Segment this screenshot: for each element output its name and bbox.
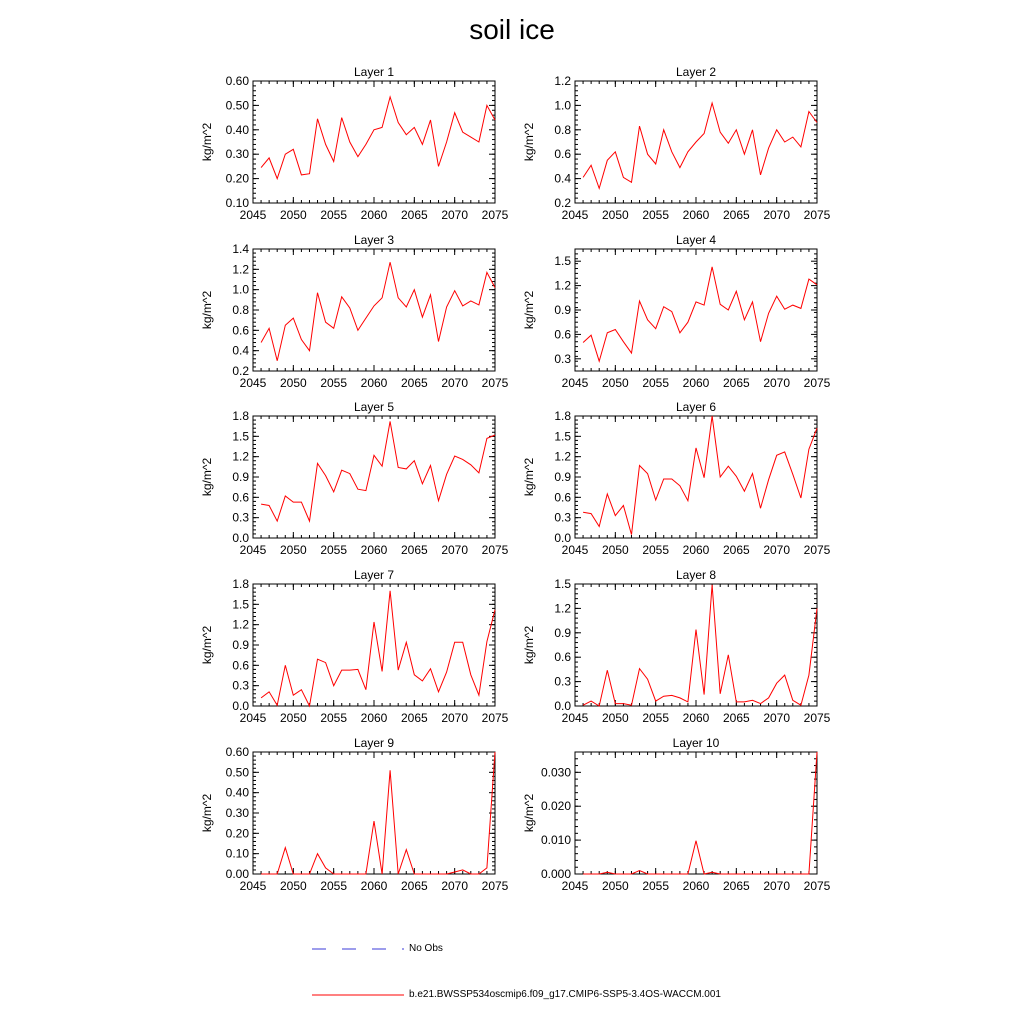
y-tick-label: 1.8	[232, 409, 249, 423]
panel-title: Layer 1	[353, 65, 395, 79]
x-tick-label: 2060	[682, 711, 710, 725]
y-tick-label: 0.9	[232, 638, 249, 652]
y-tick-label: 1.4	[232, 242, 249, 256]
series-line	[261, 591, 495, 706]
y-tick-label: 0.60	[225, 74, 249, 88]
panel-layer-1	[200, 65, 509, 222]
plot-frame	[575, 752, 817, 874]
series-line	[583, 752, 817, 874]
y-axis-label: kg/m^2	[522, 122, 536, 162]
y-tick-label: 0.4	[232, 343, 249, 358]
y-tick-label: 0.00	[225, 867, 249, 881]
y-tick-label: 0.3	[232, 510, 249, 525]
panel-layer-7	[200, 568, 509, 725]
plot-frame	[253, 752, 495, 874]
panel-title: Layer 7	[353, 568, 395, 582]
y-tick-label: 0.6	[554, 490, 571, 505]
x-tick-label: 2060	[360, 711, 388, 725]
y-tick-label: 1.2	[554, 74, 571, 88]
y-tick-label: 1.8	[554, 409, 571, 423]
y-tick-label: 0.2	[232, 364, 249, 378]
panel-layer-2	[522, 65, 831, 222]
y-axis-label: kg/m^2	[200, 793, 214, 833]
y-axis-label: kg/m^2	[200, 625, 214, 665]
y-tick-label: 1.5	[554, 429, 571, 444]
plot-frame	[253, 249, 495, 371]
y-tick-label: 0.10	[225, 846, 249, 861]
x-tick-label: 2050	[279, 879, 307, 893]
plot-frame	[575, 249, 817, 371]
x-tick-label: 2070	[763, 208, 791, 222]
y-axis-label: kg/m^2	[522, 793, 536, 833]
y-tick-label: 0.8	[232, 303, 249, 317]
x-tick-label: 2070	[763, 879, 791, 893]
x-tick-label: 2050	[601, 208, 629, 222]
x-tick-label: 2060	[682, 879, 710, 893]
x-tick-label: 2055	[320, 711, 348, 725]
y-tick-label: 0.6	[554, 327, 571, 342]
x-tick-label: 2065	[400, 543, 428, 557]
panel-title: Layer 5	[353, 400, 395, 414]
plot-frame	[253, 81, 495, 203]
y-tick-label: 1.2	[554, 449, 571, 464]
x-tick-label: 2065	[400, 208, 428, 222]
x-tick-label: 2045	[561, 711, 589, 725]
x-tick-label: 2045	[239, 879, 267, 893]
x-tick-label: 2045	[239, 711, 267, 725]
x-tick-label: 2075	[803, 543, 831, 557]
x-tick-label: 2045	[561, 208, 589, 222]
panel-title: Layer 3	[353, 233, 395, 247]
y-tick-label: 1.2	[232, 449, 249, 464]
legend-model-label: b.e21.BWSSP534oscmip6.f09_g17.CMIP6-SSP5-3.4OS-WACCM.001	[409, 989, 721, 1000]
y-tick-label: 0.010	[540, 833, 571, 848]
x-tick-label: 2055	[320, 376, 348, 390]
x-tick-label: 2055	[642, 711, 670, 725]
x-tick-label: 2060	[360, 879, 388, 893]
x-tick-label: 2060	[360, 543, 388, 557]
x-tick-label: 2045	[239, 543, 267, 557]
legend-no-obs-label: No Obs	[409, 943, 443, 954]
x-tick-label: 2075	[481, 208, 509, 222]
panel-title: Layer 6	[675, 400, 717, 414]
y-tick-label: 0.40	[225, 122, 249, 137]
x-tick-label: 2065	[722, 879, 750, 893]
x-tick-label: 2075	[481, 376, 509, 390]
x-tick-label: 2070	[763, 711, 791, 725]
series-line	[583, 585, 817, 706]
y-axis-label: kg/m^2	[200, 122, 214, 162]
x-tick-label: 2060	[682, 376, 710, 390]
y-tick-label: 0.50	[225, 765, 249, 780]
x-tick-label: 2070	[441, 711, 469, 725]
x-tick-label: 2075	[803, 879, 831, 893]
y-tick-label: 0.9	[554, 470, 571, 484]
x-tick-label: 2045	[561, 376, 589, 390]
y-tick-label: 1.0	[232, 282, 249, 297]
y-tick-label: 1.2	[554, 601, 571, 616]
panel-layer-10	[522, 736, 831, 893]
y-tick-label: 0.3	[554, 510, 571, 525]
x-tick-label: 2055	[320, 208, 348, 222]
y-tick-label: 0.6	[232, 658, 249, 673]
x-tick-label: 2060	[360, 208, 388, 222]
y-tick-label: 1.2	[232, 262, 249, 277]
panel-layer-5	[200, 400, 509, 557]
x-tick-label: 2075	[481, 543, 509, 557]
y-axis-label: kg/m^2	[522, 290, 536, 330]
y-tick-label: 0.0	[232, 531, 249, 545]
panel-title: Layer 10	[672, 736, 720, 750]
y-tick-label: 0.50	[225, 98, 249, 113]
y-tick-label: 1.5	[232, 597, 249, 612]
y-tick-label: 1.2	[232, 617, 249, 632]
y-tick-label: 0.9	[554, 303, 571, 317]
x-tick-label: 2060	[360, 376, 388, 390]
series-line	[583, 267, 817, 361]
x-tick-label: 2070	[763, 543, 791, 557]
x-tick-label: 2060	[682, 543, 710, 557]
series-line	[583, 416, 817, 535]
x-tick-label: 2075	[481, 711, 509, 725]
y-tick-label: 0.3	[554, 351, 571, 366]
x-tick-label: 2055	[642, 879, 670, 893]
y-axis-label: kg/m^2	[200, 457, 214, 497]
x-tick-label: 2065	[400, 711, 428, 725]
x-tick-label: 2070	[763, 376, 791, 390]
x-tick-label: 2070	[441, 376, 469, 390]
y-tick-label: 0.30	[225, 806, 249, 820]
panel-layer-8	[522, 568, 831, 725]
panel-layer-4	[522, 233, 831, 390]
panel-title: Layer 9	[353, 736, 395, 750]
y-tick-label: 0.6	[232, 490, 249, 505]
y-tick-label: 0.9	[554, 625, 571, 640]
y-axis-label: kg/m^2	[200, 290, 214, 330]
x-tick-label: 2065	[722, 543, 750, 557]
x-tick-label: 2050	[601, 711, 629, 725]
x-tick-label: 2045	[239, 208, 267, 222]
y-tick-label: 0.3	[554, 674, 571, 689]
x-tick-label: 2055	[642, 543, 670, 557]
x-tick-label: 2055	[320, 879, 348, 893]
y-tick-label: 0.6	[232, 323, 249, 338]
x-tick-label: 2065	[722, 208, 750, 222]
y-tick-label: 0.2	[554, 196, 571, 210]
x-tick-label: 2045	[561, 543, 589, 557]
x-tick-label: 2075	[803, 208, 831, 222]
y-tick-label: 0.3	[232, 678, 249, 693]
x-tick-label: 2050	[279, 376, 307, 390]
panel-title: Layer 8	[675, 568, 717, 582]
series-line	[261, 752, 495, 874]
y-tick-label: 0.20	[225, 171, 249, 186]
x-tick-label: 2070	[441, 208, 469, 222]
panel-title: Layer 2	[675, 65, 717, 79]
y-tick-label: 1.5	[554, 577, 571, 591]
plot-frame	[575, 416, 817, 538]
y-tick-label: 0.9	[232, 470, 249, 484]
x-tick-label: 2075	[803, 376, 831, 390]
y-tick-label: 0.000	[540, 867, 571, 881]
series-line	[583, 103, 817, 188]
x-tick-label: 2070	[441, 543, 469, 557]
panel-layer-3	[200, 233, 509, 390]
x-tick-label: 2050	[601, 376, 629, 390]
panel-layer-6	[522, 400, 831, 557]
y-tick-label: 0.4	[554, 171, 571, 186]
panel-title: Layer 4	[675, 233, 717, 247]
x-tick-label: 2055	[642, 208, 670, 222]
x-tick-label: 2065	[722, 711, 750, 725]
chart-title: soil ice	[469, 14, 555, 45]
y-tick-label: 0.60	[225, 745, 249, 759]
y-tick-label: 0.030	[540, 765, 571, 780]
y-tick-label: 0.40	[225, 785, 249, 800]
x-tick-label: 2055	[320, 543, 348, 557]
x-tick-label: 2045	[239, 376, 267, 390]
y-tick-label: 1.5	[554, 254, 571, 269]
y-tick-label: 1.2	[554, 278, 571, 293]
y-tick-label: 1.5	[232, 429, 249, 444]
y-axis-label: kg/m^2	[522, 625, 536, 665]
x-tick-label: 2050	[279, 208, 307, 222]
y-tick-label: 0.0	[554, 531, 571, 545]
y-tick-label: 0.8	[554, 122, 571, 137]
x-tick-label: 2045	[561, 879, 589, 893]
x-tick-label: 2075	[481, 879, 509, 893]
x-tick-label: 2050	[601, 879, 629, 893]
x-tick-label: 2055	[642, 376, 670, 390]
panel-layer-9	[200, 736, 509, 893]
y-tick-label: 0.10	[225, 196, 249, 210]
y-tick-label: 0.6	[554, 147, 571, 162]
plot-frame	[253, 416, 495, 538]
y-axis-label: kg/m^2	[522, 457, 536, 497]
y-tick-label: 0.0	[554, 699, 571, 713]
y-tick-label: 1.0	[554, 98, 571, 113]
y-tick-label: 0.020	[540, 799, 571, 814]
y-tick-label: 0.0	[232, 699, 249, 713]
x-tick-label: 2070	[441, 879, 469, 893]
series-line	[261, 262, 495, 361]
y-tick-label: 0.30	[225, 147, 249, 162]
x-tick-label: 2065	[400, 879, 428, 893]
series-line	[261, 421, 495, 521]
y-tick-label: 0.6	[554, 650, 571, 665]
plot-frame	[253, 584, 495, 706]
x-tick-label: 2065	[400, 376, 428, 390]
x-tick-label: 2050	[601, 543, 629, 557]
x-tick-label: 2050	[279, 543, 307, 557]
y-tick-label: 1.8	[232, 577, 249, 591]
y-tick-label: 0.20	[225, 826, 249, 841]
x-tick-label: 2075	[803, 711, 831, 725]
series-line	[261, 97, 495, 179]
x-tick-label: 2050	[279, 711, 307, 725]
x-tick-label: 2065	[722, 376, 750, 390]
x-tick-label: 2060	[682, 208, 710, 222]
